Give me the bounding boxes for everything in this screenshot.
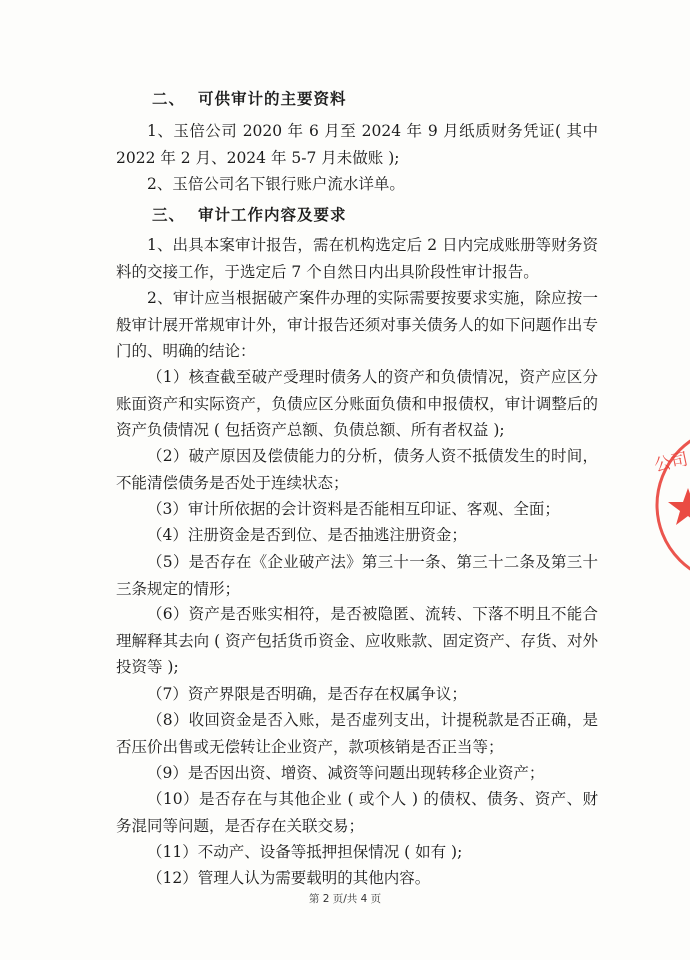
requirement-8: （8）收回资金是否入账，是否虚列支出，计提税款是否正确，是否压价出售或无偿转让企业资产，款项核销是否正当等； bbox=[116, 711, 598, 756]
section-2-item-1: 1、玉倍公司 2020 年 6 月至 2024 年 9 月纸质财务凭证( 其中 2022 年 2 月、2024 年 5-7 月未做账 ); bbox=[116, 122, 598, 167]
requirement-7: （7）资产界限是否明确，是否存在权属争议； bbox=[147, 685, 467, 703]
section-3-item-2: 2、审计应当根据破产案件办理的实际需要按要求实施，除应按一般审计展开常规审计外，审计报告还须对事关债务人的如下问题作出专门的、明确的结论： bbox=[116, 289, 598, 360]
requirement-4: （4）注册资金是否到位、是否抽逃注册资金； bbox=[147, 526, 467, 544]
page-footer: 第 2 页/共 4 页 bbox=[308, 893, 382, 905]
section-3-number: 三、 bbox=[152, 206, 186, 224]
requirement-6: （6）资产是否账实相符，是否被隐匿、流转、下落不明且不能合理解释其去向 ( 资产包括货币资金、应收账款、固定资产、存货、对外投资等 ); bbox=[116, 605, 598, 676]
section-3-item-1: 1、出具本案审计报告，需在机构选定后 2 日内完成账册等财务资料的交接工作，于选定后 7 个自然日内出具阶段性审计报告。 bbox=[116, 236, 598, 281]
requirement-10: （10）是否存在与其他企业 ( 或个人 ) 的债权、债务、资产、财务混同等问题，是否存在关联交易； bbox=[116, 790, 598, 835]
section-2-heading bbox=[152, 87, 347, 109]
seal-graphic bbox=[640, 420, 690, 590]
company-seal bbox=[640, 420, 690, 590]
section-2-item-2: 2、玉倍公司名下银行账户流水详单。 bbox=[147, 175, 405, 193]
section-2-title: 可供审计的主要资料 bbox=[198, 90, 347, 108]
section-3-title: 审计工作内容及要求 bbox=[198, 206, 347, 224]
section-2-number: 二、 bbox=[152, 90, 186, 108]
requirement-12: （12）管理人认为需要载明的其他内容。 bbox=[147, 869, 431, 887]
requirement-3: （3）审计所依据的会计资料是否能相互印证、客观、全面； bbox=[147, 500, 560, 518]
requirement-2: （2）破产原因及偿债能力的分析，债务人资不抵债发生的时间，不能清偿债务是否处于连续状态； bbox=[116, 447, 598, 492]
requirement-1: （1）核查截至破产受理时债务人的资产和负债情况，资产应区分账面资产和实际资产，负债应区分账面负债和申报债权，审计调整后的资产负债情况 ( 包括资产总额、负债总额、所有者权益 ); bbox=[116, 368, 598, 439]
seal-text: 公司 bbox=[652, 449, 690, 477]
requirement-9: （9）是否因出资、增资、减资等问题出现转移企业资产； bbox=[147, 764, 545, 782]
section-3-heading bbox=[152, 203, 347, 225]
requirement-5: （5）是否存在《企业破产法》第三十一条、第三十二条及第三十三条规定的情形； bbox=[116, 553, 598, 598]
requirement-11: （11）不动产、设备等抵押担保情况 ( 如有 ); bbox=[147, 843, 463, 861]
